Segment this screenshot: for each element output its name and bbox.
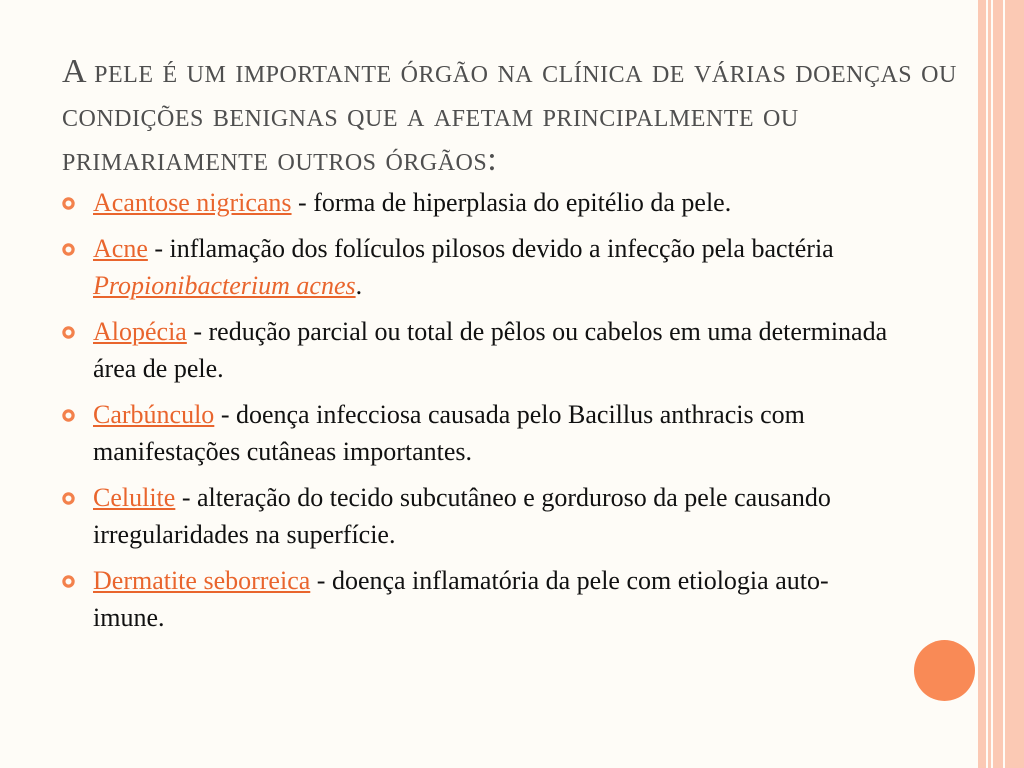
list-item: [62, 313, 892, 387]
list-item: [62, 184, 892, 221]
orange-ring-bullet-icon: [62, 326, 75, 339]
list-item: [62, 562, 892, 636]
orange-ring-bullet-icon: [62, 492, 75, 505]
list-item: [62, 396, 892, 470]
decorative-stripe: [988, 0, 991, 768]
slide-title: A pele é um importante órgão na clínica de várias doenças ou condições benignas que a afetam principalmente ou primariamente outros órgãos:: [62, 53, 957, 178]
decorative-stripe: [993, 0, 1003, 768]
link-alopecia[interactable]: Alopécia: [93, 317, 187, 346]
item-description: - alteração do tecido subcutâneo e gorduroso da pele causando irregularidades na superfície.: [93, 483, 831, 549]
item-tail: .: [355, 271, 363, 300]
link-dermatite-seborreica[interactable]: Dermatite seborreica: [93, 566, 311, 595]
decorative-stripe: [1005, 0, 1024, 768]
orange-ring-bullet-icon: [62, 409, 75, 422]
item-description: - inflamação dos folículos pilosos devido a infecção pela bactéria: [147, 234, 834, 263]
list-item: [62, 479, 892, 553]
item-description: - redução parcial ou total de pêlos ou cabelos em uma determinada área de pele.: [93, 317, 888, 383]
link-acantose-nigricans[interactable]: Acantose nigricans: [93, 188, 292, 217]
bullet-list: [62, 184, 892, 645]
link-acne[interactable]: Acne: [93, 234, 148, 263]
item-description: - doença infecciosa causada pelo Bacillus anthracis com manifestações cutâneas importantes.: [93, 400, 805, 466]
orange-ring-bullet-icon: [62, 243, 75, 256]
link-carbunculo[interactable]: Carbúnculo: [93, 400, 215, 429]
item-description: - forma de hiperplasia do epitélio da pele.: [291, 188, 732, 217]
decorative-stripe: [978, 0, 986, 768]
link-celulite[interactable]: Celulite: [93, 483, 176, 512]
item-description: - doença inflamatória da pele com etiologia auto-imune.: [93, 566, 829, 632]
orange-ring-bullet-icon: [62, 197, 75, 210]
decorative-circle: [914, 640, 975, 701]
list-item: [62, 230, 892, 304]
orange-ring-bullet-icon: [62, 575, 75, 588]
link-propionibacterium-acnes[interactable]: Propionibacterium acnes: [93, 271, 356, 300]
